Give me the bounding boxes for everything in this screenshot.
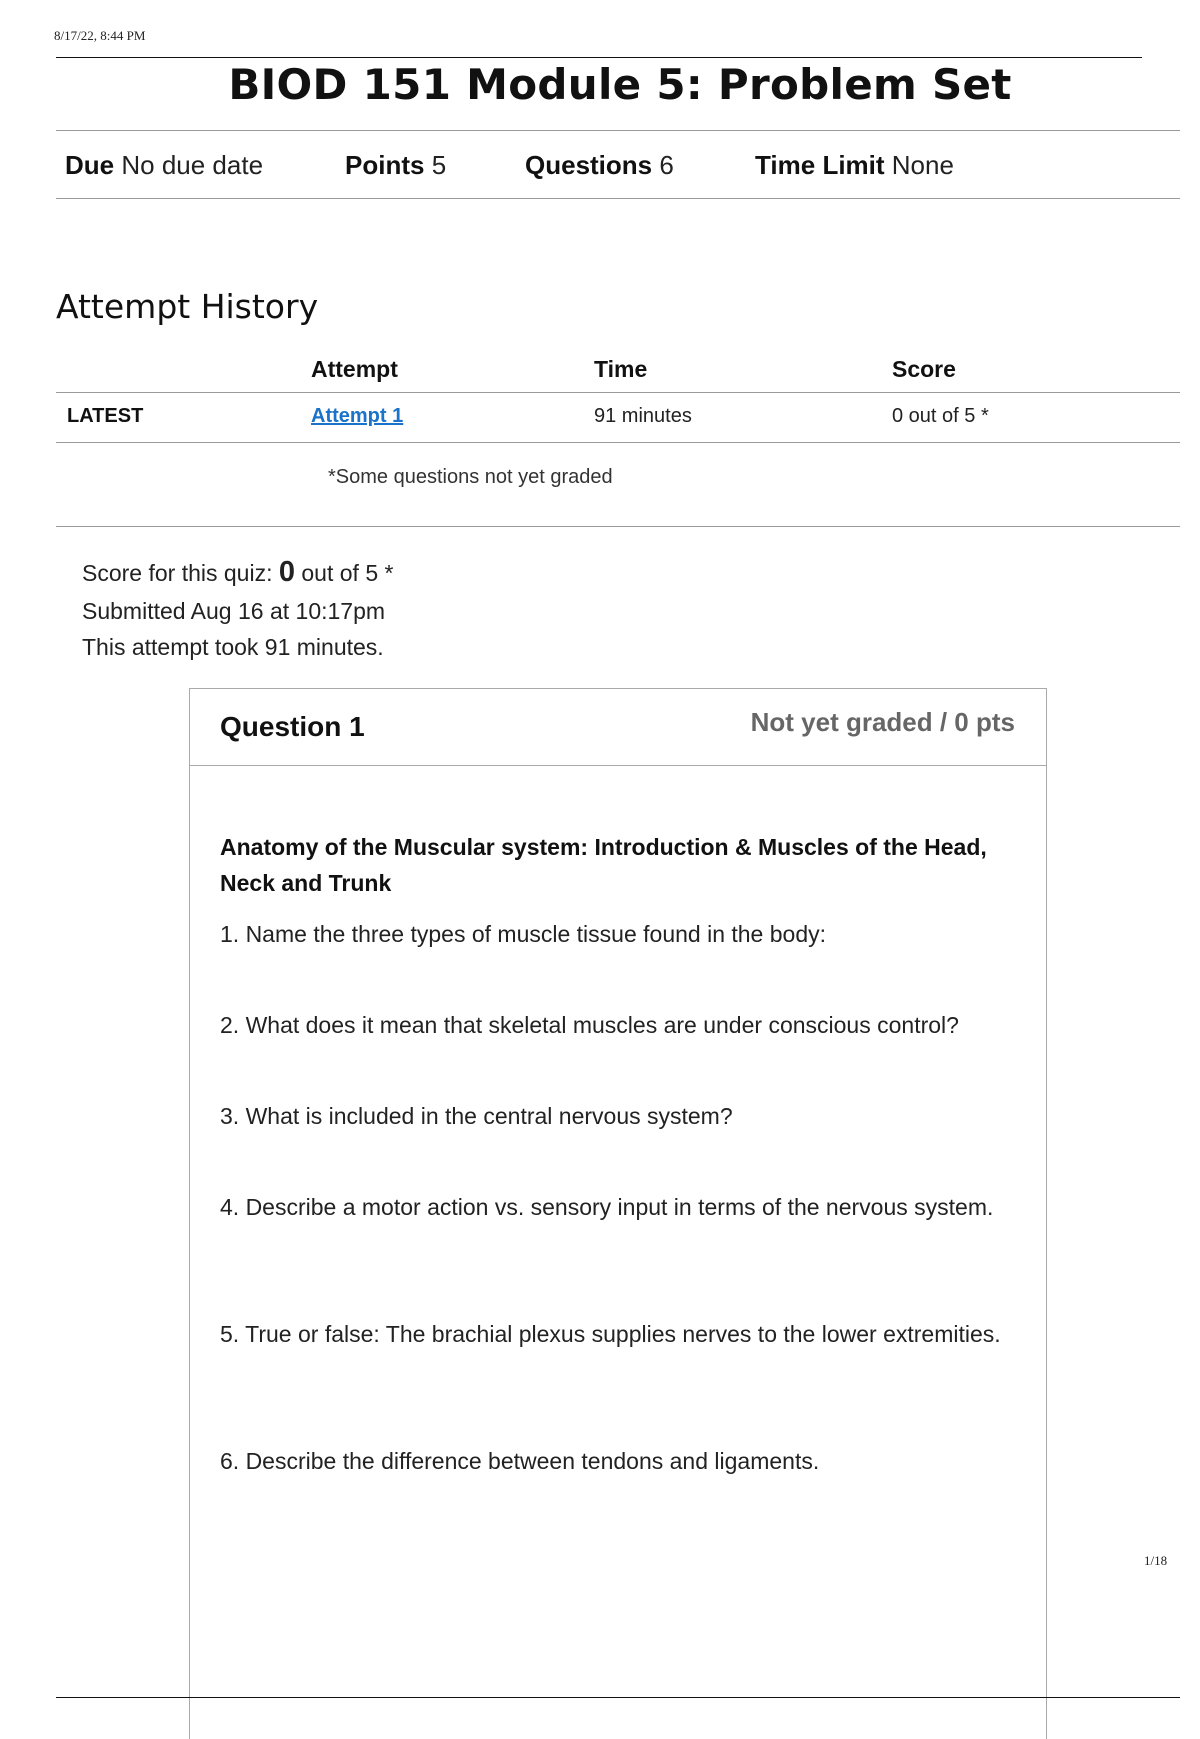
attempt-score: 0 out of 5 * bbox=[892, 405, 989, 427]
points-info: Points 5 bbox=[345, 150, 447, 180]
meta-top-divider bbox=[56, 130, 1180, 131]
question-title: Question 1 bbox=[220, 711, 365, 742]
table-header-divider bbox=[56, 392, 1180, 393]
top-rule bbox=[56, 57, 1142, 58]
history-bottom-divider bbox=[56, 526, 1180, 527]
page-number: 1/18 bbox=[1144, 1553, 1168, 1568]
question-grade-status: Not yet graded / 0 pts bbox=[750, 707, 1015, 737]
quiz-score-value: 0 bbox=[278, 556, 295, 588]
attempt-history-heading: Attempt History bbox=[56, 287, 319, 326]
column-header-time: Time bbox=[594, 356, 648, 382]
submitted-time: Submitted Aug 16 at 10:17pm bbox=[82, 598, 386, 624]
column-header-attempt: Attempt bbox=[311, 356, 398, 382]
question-item: 5. True or false: The brachial plexus supplies nerves to the lower extremities. bbox=[220, 1321, 1001, 1347]
question-header bbox=[190, 689, 1046, 766]
question-topic-heading: Anatomy of the Muscular system: Introduction & Muscles of the Head, Neck and Trunk bbox=[220, 834, 987, 896]
question-item: 3. What is included in the central nervous system? bbox=[220, 1103, 733, 1129]
attempt-1-link[interactable]: Attempt 1 bbox=[311, 405, 404, 427]
page-title: BIOD 151 Module 5: Problem Set bbox=[228, 60, 1012, 109]
print-timestamp: 8/17/22, 8:44 PM bbox=[54, 28, 146, 43]
meta-bottom-divider bbox=[56, 198, 1180, 199]
grading-footnote: *Some questions not yet graded bbox=[328, 466, 613, 488]
table-row-divider bbox=[56, 442, 1180, 443]
latest-label: LATEST bbox=[67, 405, 144, 427]
bottom-rule bbox=[56, 1697, 1180, 1698]
question-item: 1. Name the three types of muscle tissue found in the body: bbox=[220, 921, 827, 947]
question-card bbox=[189, 688, 1047, 1739]
attempt-duration: This attempt took 91 minutes. bbox=[82, 634, 384, 660]
question-item: 4. Describe a motor action vs. sensory input in terms of the nervous system. bbox=[220, 1194, 994, 1220]
quiz-score-line: Score for this quiz: 0 out of 5 * bbox=[82, 556, 394, 588]
question-item: 2. What does it mean that skeletal muscles are under conscious control? bbox=[220, 1012, 959, 1038]
time-limit-info: Time Limit None bbox=[755, 150, 954, 180]
column-header-score: Score bbox=[892, 356, 956, 382]
attempt-time: 91 minutes bbox=[594, 405, 692, 427]
questions-info: Questions 6 bbox=[525, 150, 674, 180]
question-item: 6. Describe the difference between tendons and ligaments. bbox=[220, 1448, 820, 1474]
due-info: Due No due date bbox=[65, 150, 264, 180]
